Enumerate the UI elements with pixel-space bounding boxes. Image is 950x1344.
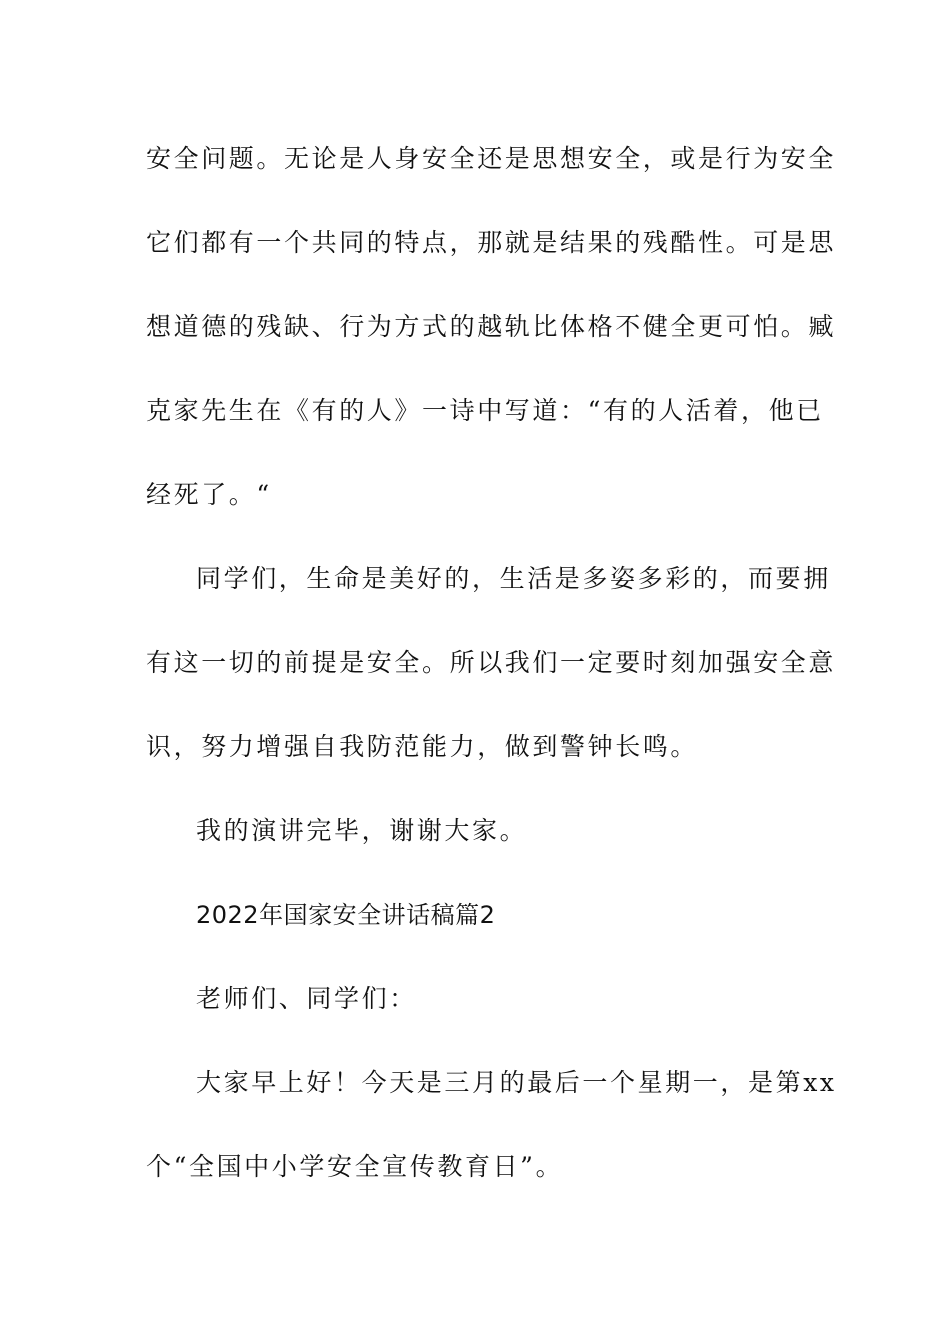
section-heading: 2022年国家安全讲话稿篇2 [196, 901, 496, 929]
paragraph-line: 识，努力增强自我防范能力，做到警钟长鸣。 [146, 732, 699, 761]
closing-line: 我的演讲完毕，谢谢大家。 [196, 816, 528, 845]
paragraph-line: 经死了。“ [146, 480, 272, 509]
paragraph-line: 同学们，生命是美好的，生活是多姿多彩的，而要拥 [196, 564, 831, 593]
paragraph-line: 有这一切的前提是安全。所以我们一定要时刻加强安全意 [146, 648, 837, 677]
paragraph-line: 它们都有一个共同的特点，那就是结果的残酷性。可是思 [146, 228, 837, 257]
paragraph-line: 安全问题。无论是人身安全还是思想安全，或是行为安全 [146, 144, 837, 173]
paragraph-line: 大家早上好！今天是三月的最后一个星期一，是第xx [196, 1068, 837, 1097]
paragraph-line: 个“全国中小学安全宣传教育日”。 [146, 1152, 564, 1181]
paragraph-line: 想道德的残缺、行为方式的越轨比体格不健全更可怕。臧 [146, 312, 837, 341]
salutation-line: 老师们、同学们： [196, 984, 417, 1013]
paragraph-line: 克家先生在《有的人》一诗中写道：“有的人活着，他已 [146, 396, 824, 425]
